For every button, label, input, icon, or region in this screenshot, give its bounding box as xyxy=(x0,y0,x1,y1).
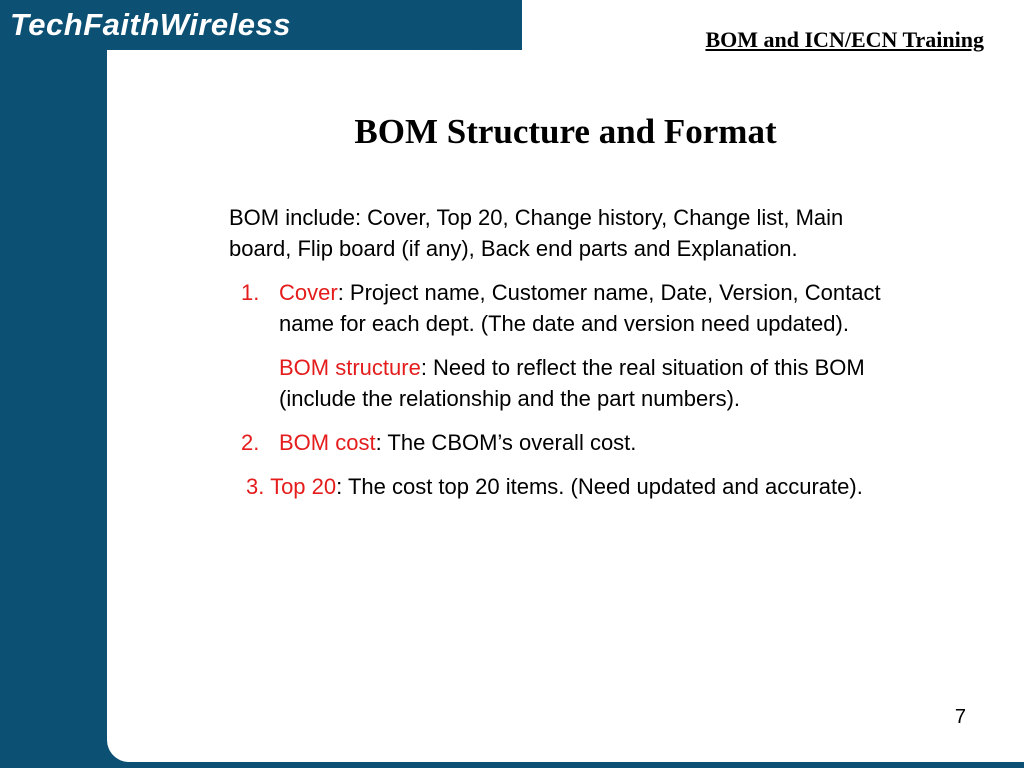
list-item-bom-structure xyxy=(229,352,909,414)
item-text: : The cost top 20 items. (Need updated and accurate). xyxy=(336,474,863,499)
course-title: BOM and ICN/ECN Training xyxy=(705,27,984,52)
item-number: 1. xyxy=(241,280,260,305)
list-item-cover xyxy=(229,277,909,339)
item-term: BOM structure xyxy=(279,355,421,380)
item-term: Cover xyxy=(279,280,338,305)
item-text: : Need to reflect the real situation of this BOM (include the relationship and the part numbers). xyxy=(279,355,865,411)
item-term: 3. Top 20 xyxy=(246,474,337,499)
page-number: 7 xyxy=(954,706,966,728)
list-item-bom-cost xyxy=(229,427,909,458)
company-logo: TechFaithWireless xyxy=(10,7,291,42)
logo-band-curve xyxy=(460,0,530,50)
item-term: BOM cost xyxy=(279,430,376,455)
slide-body xyxy=(229,202,909,502)
intro-paragraph: BOM include: Cover, Top 20, Change history, Change list, Main board, Flip board (if any), Back end parts and Explanation. xyxy=(229,205,844,261)
item-number: 2. xyxy=(241,430,260,455)
list-item-top-20 xyxy=(229,471,909,502)
item-text: : The CBOM’s overall cost. xyxy=(375,430,637,455)
slide-title: BOM Structure and Format xyxy=(354,112,777,151)
item-text: : Project name, Customer name, Date, Version, Contact name for each dept. (The date and version need updated). xyxy=(279,280,881,336)
logo-band xyxy=(0,0,522,50)
